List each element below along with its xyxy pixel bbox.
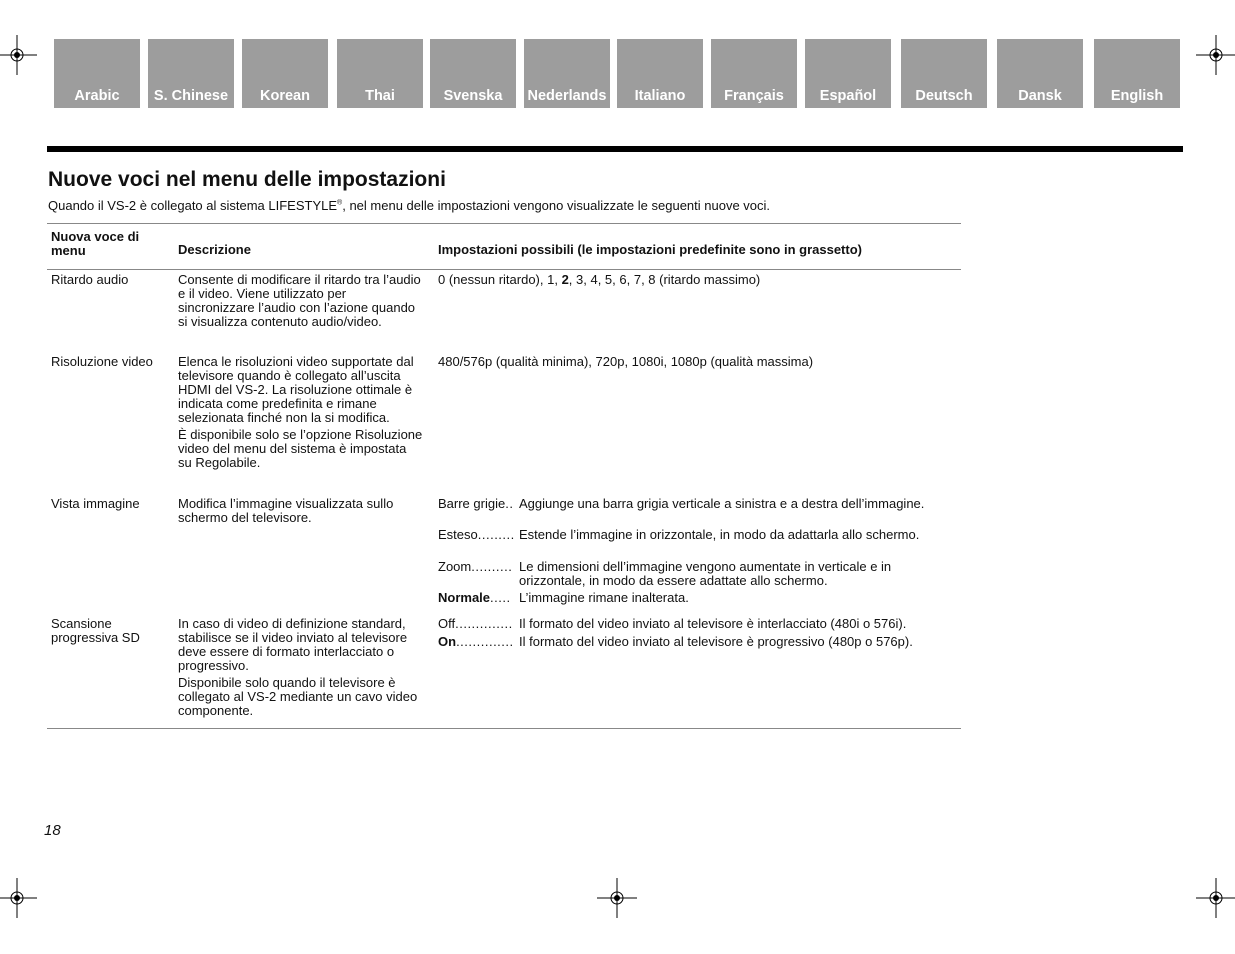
registration-mark-top-right-icon (1196, 35, 1235, 75)
row-ritardo-audio-desc: Consente di modificare il ritardo tra l’audio e il video. Viene utilizzato per sincronizzare l’audio con l’azione quando si visualizza contenuto audio/video. (178, 272, 421, 329)
registration-mark-bottom-right-icon (1196, 878, 1235, 918)
tab-korean[interactable]: Korean (242, 39, 328, 108)
row-risoluzione-video-name: Risoluzione video (51, 354, 153, 369)
row-ritardo-audio-settings: 0 (nessun ritardo), 1, 2, 3, 4, 5, 6, 7, 8 (ritardo massimo) (438, 272, 761, 287)
page-number: 18 (44, 822, 61, 839)
tab-nederlands[interactable]: Nederlands (524, 39, 610, 108)
tab-svenska[interactable]: Svenska (430, 39, 516, 108)
header-col-description: Descrizione (178, 242, 251, 257)
row-vista-immagine-desc: Modifica l’immagine visualizzata sullo schermo del televisore. (178, 496, 394, 525)
registration-mark-bottom-left-icon (0, 878, 37, 918)
tab-thai[interactable]: Thai (337, 39, 423, 108)
tab-s-chinese[interactable]: S. Chinese (148, 39, 234, 108)
intro-text: Quando il VS-2 è collegato al sistema LIFESTYLE®, nel menu delle impostazioni vengono visualizzate le seguenti nuove voci. (48, 198, 771, 213)
header-rule (47, 146, 1183, 152)
registration-mark-bottom-center-icon (597, 878, 637, 918)
header-col-settings: Impostazioni possibili (le impostazioni predefinite sono in grassetto) (438, 242, 862, 257)
tab-arabic[interactable]: Arabic (54, 39, 140, 108)
table-top-rule (47, 223, 961, 224)
tab-english[interactable]: English (1094, 39, 1180, 108)
tab-dansk[interactable]: Dansk (997, 39, 1083, 108)
row-risoluzione-video-settings: 480/576p (qualità minima), 720p, 1080i, 1080p (qualità massima) (438, 354, 814, 369)
page-title: Nuove voci nel menu delle impostazioni (48, 168, 446, 191)
tab-espanol[interactable]: Español (805, 39, 891, 108)
registration-mark-top-left-icon (0, 35, 37, 75)
row-scansione-name: Scansione progressiva SD (51, 616, 140, 645)
table-header-rule (47, 269, 961, 270)
row-ritardo-audio-name: Ritardo audio (51, 272, 129, 287)
tab-deutsch[interactable]: Deutsch (901, 39, 987, 108)
row-risoluzione-video-desc: Elenca le risoluzioni video supportate dal televisore quando è collegato all’uscita HDMI del VS-2. La risoluzione ottimale è indicata come predefinita e rimane selezionata finché non la si modifica. È disponibile solo se l’opzione Risoluzione video del menu del sistema è impostata su Regolabile. (178, 354, 423, 470)
tab-francais[interactable]: Français (711, 39, 797, 108)
row-scansione-desc: In caso di video di definizione standard, stabilisce se il video inviato al televisore deve essere di formato interlacciato o progressivo. Disponibile solo quando il televisore è collegato al VS-2 mediante un cavo video componente. (178, 616, 418, 718)
row-vista-immagine-name: Vista immagine (51, 496, 140, 511)
header-col-menu-item: Nuova voce di menu (51, 229, 140, 258)
table-bottom-rule (47, 728, 961, 729)
tab-italiano[interactable]: Italiano (617, 39, 703, 108)
